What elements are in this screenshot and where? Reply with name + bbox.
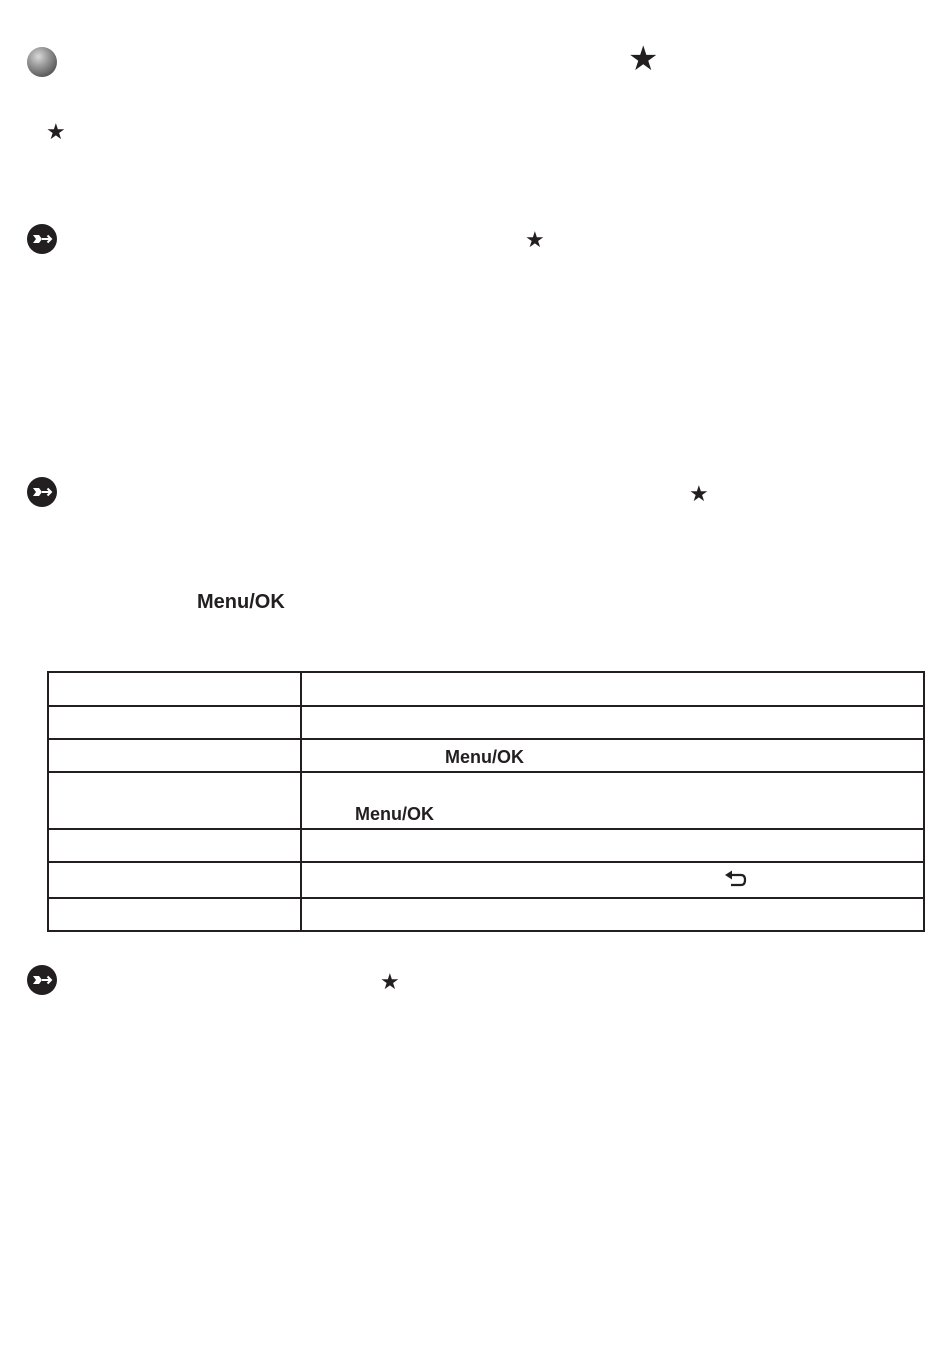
table-cell — [301, 739, 924, 772]
table-cell — [301, 862, 924, 898]
menu-ok-label: Menu/OK — [197, 591, 285, 613]
table-cell — [48, 829, 301, 862]
table-row — [48, 898, 924, 931]
return-arrow-icon — [724, 870, 748, 890]
settings-table — [47, 671, 925, 932]
menu-ok-label: Menu/OK — [355, 804, 434, 824]
table-cell — [301, 706, 924, 739]
table-row — [48, 672, 924, 706]
table-row — [48, 772, 924, 829]
sphere-bullet-icon — [27, 47, 57, 77]
note-arrow-icon — [27, 965, 57, 995]
table-cell — [301, 898, 924, 931]
table-row — [48, 862, 924, 898]
table-cell — [48, 739, 301, 772]
star-icon: ★ — [525, 228, 545, 253]
table-row — [48, 739, 924, 772]
table-row — [48, 706, 924, 739]
note-arrow-icon — [27, 224, 57, 254]
table-cell — [301, 772, 924, 829]
menu-ok-label: Menu/OK — [445, 747, 524, 767]
table-cell — [48, 772, 301, 829]
table-cell — [48, 898, 301, 931]
star-icon: ★ — [628, 39, 659, 79]
note-arrow-icon — [27, 477, 57, 507]
star-icon: ★ — [689, 482, 709, 507]
star-icon: ★ — [46, 120, 66, 145]
table-cell — [48, 672, 301, 706]
table-cell — [48, 706, 301, 739]
table-cell — [48, 862, 301, 898]
table-row — [48, 829, 924, 862]
star-icon: ★ — [380, 970, 400, 995]
table-cell — [301, 672, 924, 706]
table-cell — [301, 829, 924, 862]
